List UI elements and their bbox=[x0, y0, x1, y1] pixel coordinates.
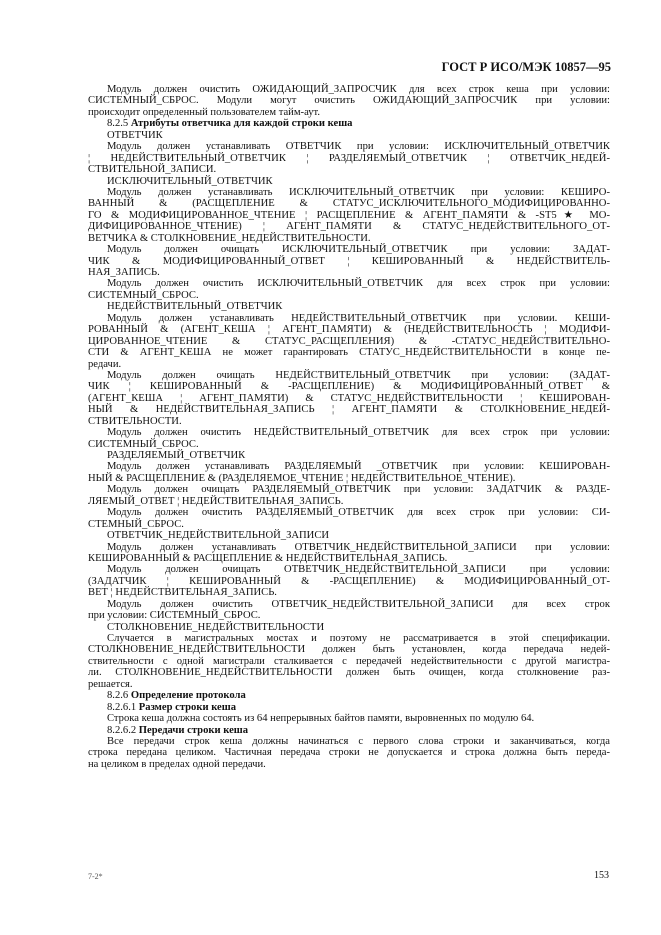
section-heading bbox=[88, 118, 610, 129]
paragraph-line: Модуль должен очищать ОТВЕТЧИК_НЕДЕЙСТВИТЕЛЬНОЙ_ЗАПИСИ при условии: bbox=[107, 564, 610, 576]
paragraph-line: КЕШИРОВАННЫЙ & РАСЩЕПЛЕНИЕ & НЕДЕЙСТВИТЕЛЬНАЯ_ЗАПИСЬ. bbox=[88, 552, 448, 564]
paragraph-line: СТВИТЕЛЬНОСТИ. bbox=[88, 415, 182, 427]
paragraph-line: ЧИК ¦ КЕШИРОВАННЫЙ & -РАСЩЕПЛЕНИЕ) & МОДИФИЦИРОВАННЫЙ_ОТВЕТ & bbox=[88, 381, 610, 393]
paragraph-line: ЧИК & МОДИФИЦИРОВАННЫЙ_ОТВЕТ ¦ КЕШИРОВАННЫЙ & НЕДЕЙСТВИТЕЛЬ- bbox=[88, 255, 610, 267]
paragraph-line: ОТВЕТЧИК bbox=[107, 129, 163, 141]
paragraph-line: ствительности с одной магистрали сталкивается с передачей недействительности с другой магистра- bbox=[88, 655, 610, 667]
section-number: 8.2.5 bbox=[107, 118, 129, 130]
paragraph-line: СТИ & АГЕНТ_КЕША не может гарантировать СТАТУС_НЕДЕЙСТВИТЕЛЬНОСТИ в конце пе- bbox=[88, 347, 610, 359]
paragraph-line: СТВИТЕЛЬНОЙ_ЗАПИСИ. bbox=[88, 164, 217, 176]
section-title: Размер строки кеша bbox=[138, 701, 236, 713]
paragraph-line: на целиком в пределах одной передачи. bbox=[88, 758, 266, 770]
paragraph-line: СТОЛКНОВЕНИЕ_НЕДЕЙСТВИТЕЛЬНОСТИ bbox=[107, 621, 325, 633]
paragraph-line: СИСТЕМНЫЙ_СБРОС. bbox=[88, 289, 199, 301]
paragraph-line: Модуль должен очищать НЕДЕЙСТВИТЕЛЬНЫЙ_ОТВЕТЧИК при условии: (ЗАДАТ- bbox=[107, 369, 610, 381]
paragraph-line: ДИФИЦИРОВАННОЕ_ЧТЕНИЕ) ¦ АГЕНТ_ПАМЯТИ & СТАТУС_НЕДЕЙСТВИТЕЛЬНОГО_ОТ- bbox=[88, 221, 610, 233]
paragraph-line: Модуль должен устанавливать ОТВЕТЧИК при условии: ИСКЛЮЧИТЕЛЬНЫЙ_ОТВЕТЧИК bbox=[107, 141, 610, 153]
paragraph-line: ЛЯЕМЫЙ_ОТВЕТ ¦ НЕДЕЙСТВИТЕЛЬНАЯ_ЗАПИСЬ. bbox=[88, 495, 344, 507]
paragraph-line: ОТВЕТЧИК_НЕДЕЙСТВИТЕЛЬНОЙ_ЗАПИСИ bbox=[107, 530, 330, 542]
paragraph-line: Все передачи строк кеша должны начинаться с первого слова строки и заканчиваться, когда bbox=[107, 735, 610, 747]
section-heading bbox=[88, 702, 610, 713]
paragraph-line: Строка кеша должна состоять из 64 непрерывных байтов памяти, выровненных по модулю 64. bbox=[107, 713, 535, 725]
paragraph-line: ли. СТОЛКНОВЕНИЕ_НЕДЕЙСТВИТЕЛЬНОСТИ должен быть очищен, когда столкновение раз- bbox=[88, 667, 610, 679]
paragraph-line: Модуль должен устанавливать ОТВЕТЧИК_НЕДЕЙСТВИТЕЛЬНОЙ_ЗАПИСИ при условии: bbox=[107, 541, 610, 553]
paragraph-line: Модуль должен устанавливать НЕДЕЙСТВИТЕЛЬНЫЙ_ОТВЕТЧИК при условии. КЕШИ- bbox=[107, 312, 610, 324]
paragraph-line: ¦ НЕДЕЙСТВИТЕЛЬНЫЙ_ОТВЕТЧИК ¦ РАЗДЕЛЯЕМЫЙ_ОТВЕТЧИК ¦ ОТВЕТЧИК_НЕДЕЙ- bbox=[88, 152, 610, 164]
paragraph-line: СТОЛКНОВЕНИЕ_НЕДЕЙСТВИТЕЛЬНОСТИ должен быть установлен, когда передача недей- bbox=[88, 644, 610, 656]
section-title: Определение протокола bbox=[130, 690, 246, 702]
paragraph-line: РАЗДЕЛЯЕМЫЙ_ОТВЕТЧИК bbox=[107, 450, 246, 461]
paragraph-line: строка передана целиком. Частичная передача строки не допускается и строка должна быть переда- bbox=[88, 747, 610, 759]
section-number: 8.2.6 bbox=[107, 690, 129, 702]
paragraph-line: Модуль должен очистить НЕДЕЙСТВИТЕЛЬНЫЙ_ОТВЕТЧИК для всех строк при условии: bbox=[107, 427, 610, 439]
paragraph-line: ВЕТЧИКА & СТОЛКНОВЕНИЕ_НЕДЕЙСТВИТЕЛЬНОСТИ. bbox=[88, 232, 371, 244]
document-header: ГОСТ Р ИСО/МЭК 10857—95 bbox=[441, 60, 611, 74]
paragraph-line: редачи. bbox=[88, 358, 122, 370]
paragraph-line: Модуль должен устанавливать ИСКЛЮЧИТЕЛЬНЫЙ_ОТВЕТЧИК при условии: КЕШИРО- bbox=[107, 186, 610, 198]
paragraph-line: Модуль должен устанавливать РАЗДЕЛЯЕМЫЙ _ОТВЕТЧИК при условии: КЕШИРОВАН- bbox=[107, 461, 610, 473]
paragraph-line: происходит определенный пользователем тайм-аут. bbox=[88, 106, 321, 118]
paragraph-line: ЦИРОВАННОЕ_ЧТЕНИЕ & СТАТУС_РАСЩЕПЛЕНИЯ) & -СТАТУС_НЕДЕЙСТВИТЕЛЬНО- bbox=[88, 335, 610, 347]
paragraph-line: НЫЙ & РАСЩЕПЛЕНИЕ & (РАЗДЕЛЯЕМОЕ_ЧТЕНИЕ ¦ НЕДЕЙСТВИТЕЛЬНОЕ_ЧТЕНИЕ). bbox=[88, 472, 516, 484]
paragraph-line: НАЯ_ЗАПИСЬ. bbox=[88, 267, 160, 278]
paragraph-line: РОВАННЫЙ & (АГЕНТ_КЕША ¦ АГЕНТ_ПАМЯТИ) & (НЕДЕЙСТВИТЕЛЬНОСТЬ ¦ МОДИФИ- bbox=[88, 324, 610, 336]
paragraph-line: при условии: СИСТЕМНЫЙ_СБРОС. bbox=[88, 610, 261, 622]
paragraph-line: Модуль должен очистить ОЖИДАЮЩИЙ_ЗАПРОСЧИК для всех строк кеша при условии: bbox=[107, 84, 610, 95]
section-heading bbox=[88, 690, 610, 701]
paragraph-line: СИСТЕМНЫЙ_СБРОС. bbox=[88, 438, 199, 450]
section-heading bbox=[88, 725, 610, 736]
paragraph-line: Модуль должен очистить РАЗДЕЛЯЕМЫЙ_ОТВЕТЧИК для всех строк при условии: СИ- bbox=[107, 507, 610, 519]
paragraph-line: ВЕТ ¦ НЕДЕЙСТВИТЕЛЬНАЯ_ЗАПИСЬ. bbox=[88, 587, 277, 599]
paragraph-line: СИСТЕМНЫЙ_СБРОС. Модули могут очистить ОЖИДАЮЩИЙ_ЗАПРОСЧИК при условии: bbox=[88, 95, 610, 107]
paragraph-line: решается. bbox=[88, 678, 133, 690]
page-number: 153 bbox=[594, 870, 609, 881]
paragraph-line: СТЕМНЫЙ_СБРОС. bbox=[88, 518, 184, 530]
paragraph-line: Случается в магистральных мостах и поэтому не рассматривается в этой спецификации. bbox=[107, 633, 610, 644]
paragraph-line: Модуль должен очистить ОТВЕТЧИК_НЕДЕЙСТВИТЕЛЬНОЙ_ЗАПИСИ для всех строк bbox=[107, 598, 610, 610]
section-title: Передачи строки кеша bbox=[138, 724, 249, 736]
paragraph-line: ИСКЛЮЧИТЕЛЬНЫЙ_ОТВЕТЧИК bbox=[107, 175, 273, 187]
section-number: 8.2.6.2 bbox=[107, 724, 137, 736]
paragraph-line: НЕДЕЙСТВИТЕЛЬНЫЙ_ОТВЕТЧИК bbox=[107, 301, 283, 313]
section-number: 8.2.6.1 bbox=[107, 701, 137, 713]
paragraph-line: ВАННЫЙ & (РАСЩЕПЛЕНИЕ & СТАТУС_ИСКЛЮЧИТЕЛЬНОГО_МОДИФИЦИРОВАННО- bbox=[88, 198, 610, 210]
paragraph-line: (АГЕНТ_КЕША ¦ АГЕНТ_ПАМЯТИ) & СТАТУС_НЕДЕЙСТВИТЕЛЬНОСТИ ¦ КЕШИРОВАН- bbox=[88, 392, 610, 404]
paragraph-line: Модуль должен очистить ИСКЛЮЧИТЕЛЬНЫЙ_ОТВЕТЧИК для всех строк при условии: bbox=[107, 278, 610, 290]
footer-signature: 7-2* bbox=[88, 872, 103, 881]
paragraph-line: ГО & МОДИФИЦИРОВАННОЕ_ЧТЕНИЕ ¦ РАСЩЕПЛЕНИЕ & АГЕНТ_ПАМЯТИ & -ST5★ МО- bbox=[88, 209, 610, 221]
section-title: Атрибуты ответчика для каждой строки кеша bbox=[130, 118, 353, 130]
paragraph-line: (ЗАДАТЧИК ¦ КЕШИРОВАННЫЙ & -РАСЩЕПЛЕНИЕ) & МОДИФИЦИРОВАННЫЙ_ОТ- bbox=[88, 575, 610, 587]
paragraph-line: Модуль должен очищать ИСКЛЮЧИТЕЛЬНЫЙ_ОТВЕТЧИК при условии: ЗАДАТ- bbox=[107, 244, 610, 256]
paragraph-line: НЫЙ & НЕДЕЙСТВИТЕЛЬНАЯ_ЗАПИСЬ ¦ АГЕНТ_ПАМЯТИ & СТОЛКНОВЕНИЕ_НЕДЕЙ- bbox=[88, 404, 610, 416]
paragraph-line: Модуль должен очищать РАЗДЕЛЯЕМЫЙ_ОТВЕТЧИК при условии: ЗАДАТЧИК & РАЗДЕ- bbox=[107, 484, 610, 496]
document-body bbox=[88, 84, 610, 770]
